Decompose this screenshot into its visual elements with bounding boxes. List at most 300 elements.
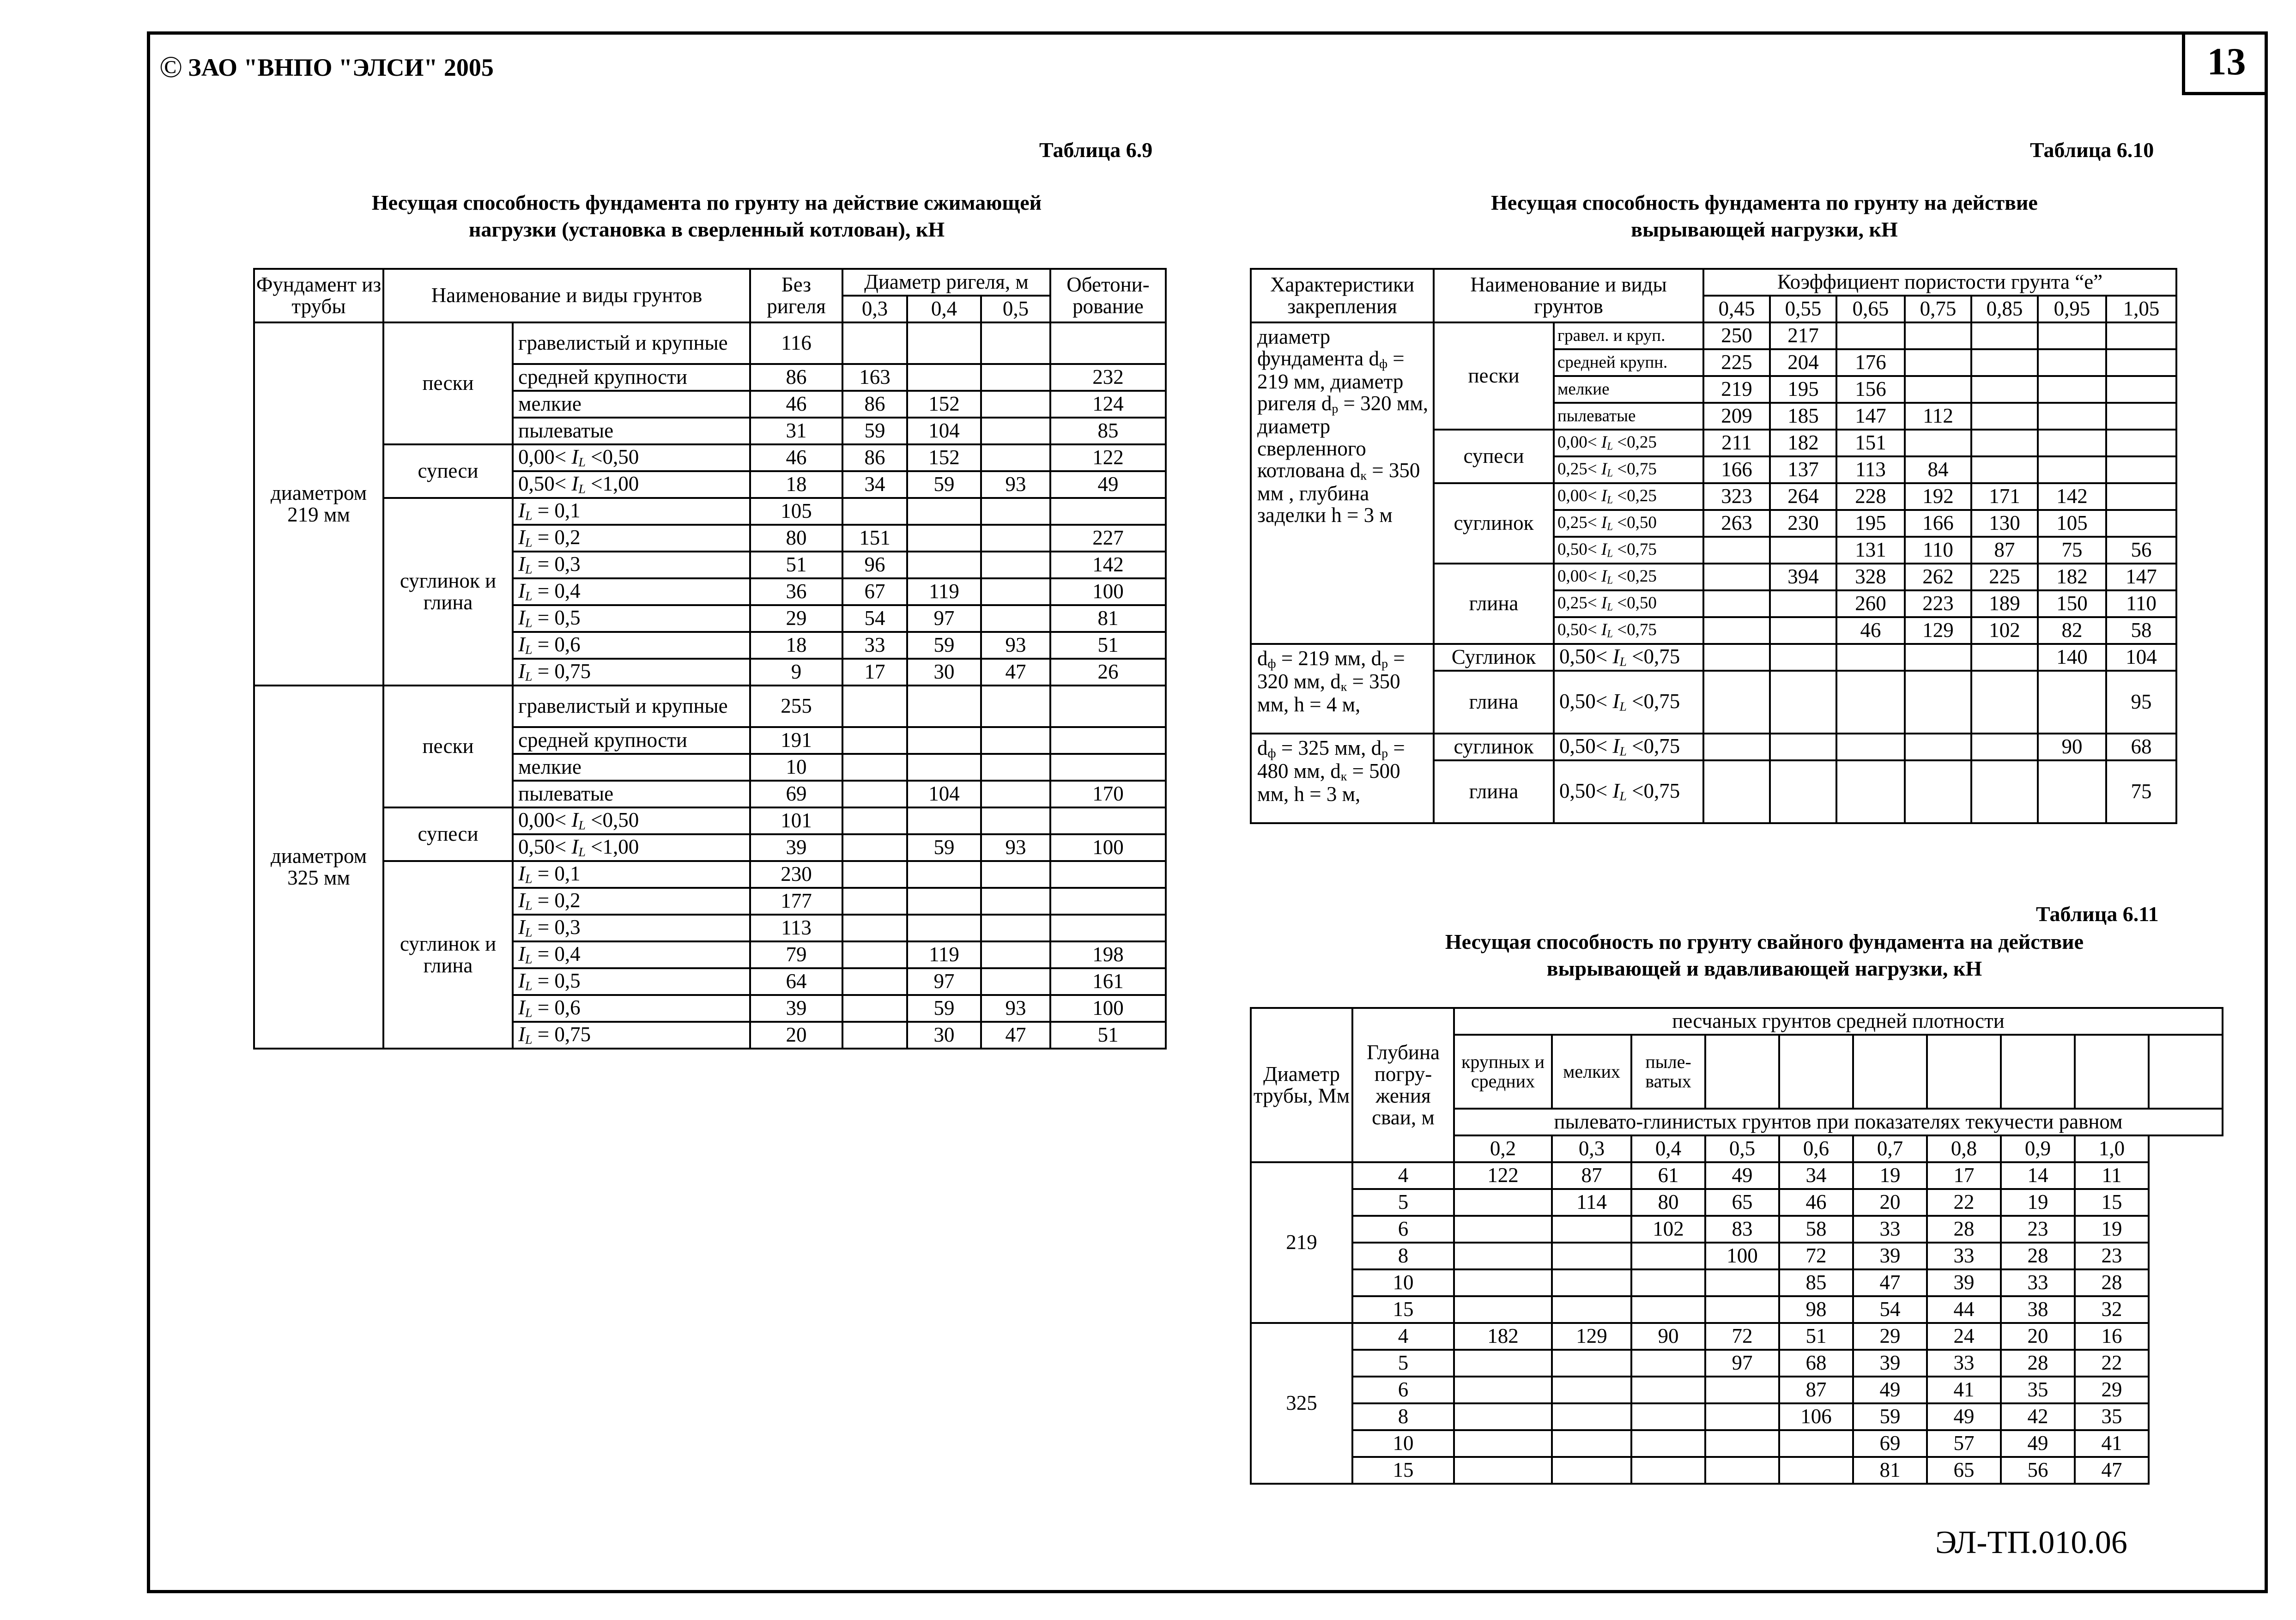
table-row bbox=[254, 686, 1166, 727]
soil-name: пылеватые bbox=[513, 418, 750, 444]
value-cell: 18 bbox=[750, 471, 842, 498]
value-cell: 166 bbox=[1703, 456, 1770, 483]
value-cell bbox=[1905, 349, 1971, 376]
value-cell: 11 bbox=[2075, 1162, 2149, 1189]
value-cell bbox=[2106, 403, 2176, 430]
value-cell: 225 bbox=[1703, 349, 1770, 376]
value-cell: 28 bbox=[2001, 1350, 2075, 1377]
value-cell: 10 bbox=[1352, 1269, 1454, 1296]
col-header-coef-value: 0,85 bbox=[1971, 296, 2038, 322]
value-cell: 26 bbox=[1050, 659, 1166, 686]
value-cell: 17 bbox=[1927, 1162, 2001, 1189]
value-cell bbox=[842, 888, 907, 915]
value-cell: 46 bbox=[1779, 1189, 1853, 1216]
value-cell: 28 bbox=[1927, 1216, 2001, 1243]
soil-group-peski: пески bbox=[383, 686, 513, 807]
soil-name: $I_L = 0,4$ bbox=[513, 578, 750, 605]
soil-name: средней крупн. bbox=[1554, 349, 1703, 376]
soil-group-suglinok: суглинок bbox=[1434, 483, 1554, 564]
soil-name: $I_L = 0,6$ bbox=[513, 995, 750, 1022]
value-cell bbox=[1631, 1243, 1705, 1269]
page-number: 13 bbox=[2182, 31, 2268, 95]
value-cell: 75 bbox=[2106, 760, 2176, 823]
value-cell: 51 bbox=[750, 552, 842, 578]
value-cell: 152 bbox=[907, 391, 981, 418]
col-header-char: Характеристики закрепления bbox=[1251, 269, 1434, 322]
value-cell: 49 bbox=[1705, 1162, 1779, 1189]
table-6-11 bbox=[1250, 1007, 2223, 1485]
value-cell: 33 bbox=[1927, 1350, 2001, 1377]
value-cell: 35 bbox=[2075, 1403, 2149, 1430]
value-cell: 86 bbox=[842, 391, 907, 418]
soil-name: $0,25< I_L <0,50$ bbox=[1554, 510, 1703, 537]
value-cell: 56 bbox=[2001, 1457, 2075, 1484]
value-cell: 6 bbox=[1352, 1216, 1454, 1243]
value-cell bbox=[1454, 1243, 1552, 1269]
soil-name: мелкие bbox=[513, 754, 750, 781]
table-6-10-title: Несущая способность фундамента по грунту на действие вырывающей нагрузки, кН bbox=[1491, 191, 2038, 241]
value-cell: 41 bbox=[1927, 1377, 2001, 1403]
value-cell: 65 bbox=[1705, 1189, 1779, 1216]
soil-name: пылеватые bbox=[1554, 403, 1703, 430]
value-cell: 97 bbox=[907, 968, 981, 995]
value-cell: 15 bbox=[1352, 1296, 1454, 1323]
pipe-diameter: 219 bbox=[1251, 1162, 1352, 1323]
value-cell bbox=[1836, 322, 1905, 349]
char-group-1: диаметр фундамента $d_ф = 219$ мм, диаметр ригеля $d_р = 320$ мм, диаметр сверленного котлована $d_к = 350$ мм , глубина заделки h = 3 м bbox=[1251, 322, 1434, 644]
col-header-diam: Диаметр ригеля, м bbox=[842, 269, 1050, 296]
value-cell bbox=[842, 498, 907, 525]
table-row bbox=[1251, 1189, 2223, 1216]
value-cell: 323 bbox=[1703, 483, 1770, 510]
value-cell bbox=[842, 915, 907, 941]
table-row bbox=[254, 444, 1166, 471]
value-cell bbox=[1971, 456, 2038, 483]
col-header-clay-value: 0,8 bbox=[1927, 1135, 2001, 1162]
value-cell: 30 bbox=[907, 1022, 981, 1049]
value-cell bbox=[981, 322, 1050, 364]
value-cell bbox=[907, 888, 981, 915]
value-cell: 394 bbox=[1770, 564, 1836, 590]
value-cell bbox=[1454, 1430, 1552, 1457]
value-cell: 87 bbox=[1779, 1377, 1853, 1403]
value-cell bbox=[2106, 349, 2176, 376]
value-cell: 110 bbox=[2106, 590, 2176, 617]
value-cell: 191 bbox=[750, 727, 842, 754]
value-cell bbox=[842, 807, 907, 834]
value-cell: 225 bbox=[1971, 564, 2038, 590]
value-cell: 58 bbox=[2106, 617, 2176, 644]
value-cell: 28 bbox=[2001, 1243, 2075, 1269]
value-cell: 65 bbox=[1927, 1457, 2001, 1484]
value-cell: 5 bbox=[1352, 1350, 1454, 1377]
value-cell: 90 bbox=[2038, 734, 2106, 760]
value-cell bbox=[981, 391, 1050, 418]
value-cell: 49 bbox=[1853, 1377, 1927, 1403]
col-header-obet: Обетони-рование bbox=[1050, 269, 1166, 322]
value-cell bbox=[1454, 1377, 1552, 1403]
value-cell: 59 bbox=[842, 418, 907, 444]
value-cell bbox=[2106, 456, 2176, 483]
value-cell: 29 bbox=[1853, 1323, 1927, 1350]
value-cell bbox=[907, 552, 981, 578]
value-cell bbox=[842, 968, 907, 995]
soil-group-supesi: супеси bbox=[383, 807, 513, 861]
soil-name: $I_L = 0,2$ bbox=[513, 888, 750, 915]
value-cell bbox=[1770, 617, 1836, 644]
value-cell: 39 bbox=[750, 995, 842, 1022]
value-cell: 15 bbox=[1352, 1457, 1454, 1484]
value-cell: 147 bbox=[1836, 403, 1905, 430]
col-header-d3: 0,5 bbox=[981, 296, 1050, 322]
soil-group-suglinok: суглинок и глина bbox=[383, 498, 513, 686]
value-cell: 142 bbox=[2038, 483, 2106, 510]
value-cell bbox=[1631, 1430, 1705, 1457]
soil-group-suglinok: Суглинок bbox=[1434, 644, 1554, 671]
value-cell: 51 bbox=[1050, 1022, 1166, 1049]
value-cell bbox=[1703, 734, 1770, 760]
soil-name: $I_L = 0,1$ bbox=[513, 861, 750, 888]
soil-group-peski: пески bbox=[1434, 322, 1554, 430]
value-cell: 227 bbox=[1050, 525, 1166, 552]
value-cell bbox=[981, 578, 1050, 605]
soil-name: $I_L = 0,6$ bbox=[513, 632, 750, 659]
value-cell bbox=[1050, 727, 1166, 754]
value-cell bbox=[981, 525, 1050, 552]
col-header-diam: Диаметр трубы, Мм bbox=[1251, 1008, 1352, 1162]
col-header-sand: песчаных грунтов средней плотности bbox=[1454, 1008, 2223, 1035]
table-row bbox=[1251, 1350, 2223, 1377]
soil-name: $0,50< I_L <0,75$ bbox=[1554, 671, 1703, 734]
value-cell: 57 bbox=[1927, 1430, 2001, 1457]
soil-name: $I_L = 0,3$ bbox=[513, 552, 750, 578]
value-cell bbox=[1770, 644, 1836, 671]
value-cell bbox=[1050, 807, 1166, 834]
value-cell: 113 bbox=[750, 915, 842, 941]
value-cell: 31 bbox=[750, 418, 842, 444]
value-cell: 49 bbox=[1050, 471, 1166, 498]
soil-name: $0,00< I_L <0,50$ bbox=[513, 807, 750, 834]
value-cell bbox=[1454, 1216, 1552, 1243]
value-cell bbox=[981, 418, 1050, 444]
value-cell: 105 bbox=[750, 498, 842, 525]
value-cell: 30 bbox=[907, 659, 981, 686]
value-cell bbox=[1050, 915, 1166, 941]
value-cell bbox=[1905, 671, 1971, 734]
col-header-coef-value: 1,05 bbox=[2106, 296, 2176, 322]
value-cell: 35 bbox=[2001, 1377, 2075, 1403]
soil-name: средней крупности bbox=[513, 364, 750, 391]
value-cell: 33 bbox=[1853, 1216, 1927, 1243]
table-row bbox=[1251, 1377, 2223, 1403]
header bbox=[159, 50, 494, 85]
value-cell: 85 bbox=[1779, 1269, 1853, 1296]
soil-name: $0,00< I_L <0,25$ bbox=[1554, 430, 1703, 456]
value-cell: 5 bbox=[1352, 1189, 1454, 1216]
value-cell: 198 bbox=[1050, 941, 1166, 968]
value-cell bbox=[1454, 1350, 1552, 1377]
table-row bbox=[1251, 734, 2176, 760]
value-cell: 61 bbox=[1631, 1162, 1705, 1189]
col-header-name: Наименование и виды грунтов bbox=[1434, 269, 1703, 322]
value-cell: 28 bbox=[2075, 1269, 2149, 1296]
value-cell: 104 bbox=[2106, 644, 2176, 671]
value-cell bbox=[1454, 1189, 1552, 1216]
value-cell: 46 bbox=[750, 391, 842, 418]
value-cell bbox=[842, 941, 907, 968]
char-group-3: $d_ф = 325$ мм, $d_р = 480$ мм, $d_к = 500$ мм, h = 3 м, bbox=[1251, 734, 1434, 823]
value-cell bbox=[1905, 644, 1971, 671]
table-6-11-title: Несущая способность по грунту свайного фундамента на действие вырывающей и вдавливающей нагрузки, кН bbox=[1445, 930, 2084, 980]
value-cell: 54 bbox=[842, 605, 907, 632]
value-cell bbox=[907, 861, 981, 888]
value-cell: 19 bbox=[2075, 1216, 2149, 1243]
value-cell: 39 bbox=[750, 834, 842, 861]
value-cell bbox=[1836, 644, 1905, 671]
value-cell: 170 bbox=[1050, 781, 1166, 807]
value-cell bbox=[981, 498, 1050, 525]
value-cell: 113 bbox=[1836, 456, 1905, 483]
col-header-bez: Без ригеля bbox=[750, 269, 842, 322]
value-cell bbox=[2038, 376, 2106, 403]
soil-name: средней крупности bbox=[513, 727, 750, 754]
value-cell: 49 bbox=[1927, 1403, 2001, 1430]
soil-name: $0,00< I_L <0,25$ bbox=[1554, 564, 1703, 590]
value-cell bbox=[907, 686, 981, 727]
value-cell: 58 bbox=[1779, 1216, 1853, 1243]
value-cell bbox=[1705, 1269, 1779, 1296]
table-row bbox=[254, 498, 1166, 525]
table-6-9-title: Несущая способность фундамента по грунту на действие сжимающей нагрузки (установка в сверленный котлован), кН bbox=[371, 191, 1042, 241]
value-cell bbox=[1552, 1243, 1631, 1269]
value-cell: 100 bbox=[1705, 1243, 1779, 1269]
value-cell: 69 bbox=[1853, 1430, 1927, 1457]
value-cell: 47 bbox=[1853, 1269, 1927, 1296]
value-cell bbox=[981, 861, 1050, 888]
value-cell: 116 bbox=[750, 322, 842, 364]
soil-name: $0,50< I_L <0,75$ bbox=[1554, 644, 1703, 671]
value-cell: 19 bbox=[1853, 1162, 1927, 1189]
soil-name: $I_L = 0,4$ bbox=[513, 941, 750, 968]
soil-name: $I_L = 0,1$ bbox=[513, 498, 750, 525]
value-cell: 122 bbox=[1050, 444, 1166, 471]
soil-group-peski: пески bbox=[383, 322, 513, 444]
value-cell bbox=[907, 322, 981, 364]
value-cell: 51 bbox=[1050, 632, 1166, 659]
value-cell: 39 bbox=[1853, 1243, 1927, 1269]
value-cell: 262 bbox=[1905, 564, 1971, 590]
soil-name: $0,50< I_L <1,00$ bbox=[513, 834, 750, 861]
value-cell: 75 bbox=[2038, 537, 2106, 564]
value-cell: 38 bbox=[2001, 1296, 2075, 1323]
value-cell: 32 bbox=[2075, 1296, 2149, 1323]
value-cell bbox=[842, 727, 907, 754]
value-cell: 192 bbox=[1905, 483, 1971, 510]
soil-name: $I_L = 0,75$ bbox=[513, 1022, 750, 1049]
value-cell: 100 bbox=[1050, 578, 1166, 605]
value-cell bbox=[907, 807, 981, 834]
value-cell bbox=[2106, 322, 2176, 349]
soil-group-glina: глина bbox=[1434, 671, 1554, 734]
value-cell bbox=[2106, 510, 2176, 537]
value-cell: 177 bbox=[750, 888, 842, 915]
value-cell bbox=[907, 498, 981, 525]
value-cell: 29 bbox=[750, 605, 842, 632]
value-cell: 17 bbox=[842, 659, 907, 686]
value-cell bbox=[1705, 1403, 1779, 1430]
value-cell bbox=[1971, 644, 2038, 671]
value-cell: 219 bbox=[1703, 376, 1770, 403]
table-row bbox=[254, 322, 1166, 364]
value-cell bbox=[1971, 734, 2038, 760]
row-group-325: диаметром 325 мм bbox=[254, 686, 383, 1049]
value-cell: 93 bbox=[981, 471, 1050, 498]
value-cell: 171 bbox=[1971, 483, 2038, 510]
value-cell: 4 bbox=[1352, 1162, 1454, 1189]
value-cell: 15 bbox=[2075, 1189, 2149, 1216]
value-cell: 44 bbox=[1927, 1296, 2001, 1323]
value-cell: 80 bbox=[1631, 1189, 1705, 1216]
value-cell bbox=[1631, 1296, 1705, 1323]
value-cell bbox=[1703, 671, 1770, 734]
soil-name: мелкие bbox=[1554, 376, 1703, 403]
value-cell bbox=[1770, 590, 1836, 617]
value-cell bbox=[981, 364, 1050, 391]
value-cell bbox=[1770, 734, 1836, 760]
table-6-9 bbox=[253, 268, 1167, 1050]
value-cell: 64 bbox=[750, 968, 842, 995]
value-cell: 59 bbox=[907, 471, 981, 498]
value-cell: 47 bbox=[981, 659, 1050, 686]
col-header-fund: Фундамент из трубы bbox=[254, 269, 383, 322]
value-cell bbox=[1770, 537, 1836, 564]
value-cell bbox=[2038, 671, 2106, 734]
value-cell bbox=[1050, 888, 1166, 915]
value-cell bbox=[842, 861, 907, 888]
value-cell: 142 bbox=[1050, 552, 1166, 578]
value-cell: 96 bbox=[842, 552, 907, 578]
value-cell bbox=[981, 968, 1050, 995]
value-cell: 176 bbox=[1836, 349, 1905, 376]
value-cell: 119 bbox=[907, 941, 981, 968]
value-cell: 163 bbox=[842, 364, 907, 391]
value-cell: 263 bbox=[1703, 510, 1770, 537]
soil-group-suglinok: суглинок и глина bbox=[383, 861, 513, 1049]
value-cell bbox=[1631, 1269, 1705, 1296]
value-cell: 93 bbox=[981, 995, 1050, 1022]
value-cell bbox=[1971, 349, 2038, 376]
value-cell bbox=[1050, 754, 1166, 781]
value-cell bbox=[1050, 498, 1166, 525]
value-cell: 68 bbox=[1779, 1350, 1853, 1377]
value-cell: 204 bbox=[1770, 349, 1836, 376]
row-group-219: диаметром 219 мм bbox=[254, 322, 383, 686]
value-cell: 20 bbox=[2001, 1323, 2075, 1350]
soil-name: гравелистый и крупные bbox=[513, 322, 750, 364]
value-cell: 51 bbox=[1779, 1323, 1853, 1350]
col-header-clay-value: 0,2 bbox=[1454, 1135, 1552, 1162]
value-cell: 93 bbox=[981, 834, 1050, 861]
col-header-clay-value: 1,0 bbox=[2075, 1135, 2149, 1162]
col-header-clay-value: 0,3 bbox=[1552, 1135, 1631, 1162]
soil-name: $0,00< I_L <0,25$ bbox=[1554, 483, 1703, 510]
soil-name: $I_L = 0,75$ bbox=[513, 659, 750, 686]
value-cell: 59 bbox=[907, 834, 981, 861]
value-cell: 129 bbox=[1905, 617, 1971, 644]
value-cell bbox=[981, 888, 1050, 915]
value-cell bbox=[1454, 1403, 1552, 1430]
soil-name: $I_L = 0,2$ bbox=[513, 525, 750, 552]
col-header-clay-value: 0,6 bbox=[1779, 1135, 1853, 1162]
value-cell bbox=[1779, 1457, 1853, 1484]
value-cell: 33 bbox=[1927, 1243, 2001, 1269]
value-cell bbox=[1770, 671, 1836, 734]
value-cell bbox=[1631, 1403, 1705, 1430]
value-cell: 122 bbox=[1454, 1162, 1552, 1189]
value-cell: 217 bbox=[1770, 322, 1836, 349]
value-cell: 39 bbox=[1927, 1269, 2001, 1296]
value-cell: 81 bbox=[1050, 605, 1166, 632]
value-cell: 86 bbox=[750, 364, 842, 391]
value-cell: 34 bbox=[1779, 1162, 1853, 1189]
value-cell: 8 bbox=[1352, 1243, 1454, 1269]
value-cell bbox=[1552, 1350, 1631, 1377]
table-6-10-label: Таблица 6.10 bbox=[2030, 138, 2154, 162]
value-cell: 152 bbox=[907, 444, 981, 471]
col-header-sand-1: крупных и средних bbox=[1454, 1035, 1552, 1109]
value-cell: 80 bbox=[750, 525, 842, 552]
value-cell: 82 bbox=[2038, 617, 2106, 644]
value-cell: 211 bbox=[1703, 430, 1770, 456]
table-row bbox=[254, 861, 1166, 888]
char-group-2: $d_ф = 219$ мм, $d_р = 320$ мм, $d_к = 350$ мм, h = 4 м, bbox=[1251, 644, 1434, 734]
value-cell: 166 bbox=[1905, 510, 1971, 537]
value-cell: 8 bbox=[1352, 1403, 1454, 1430]
document-code: ЭЛ-ТП.010.06 bbox=[1935, 1525, 2127, 1560]
soil-group-supesi: супеси bbox=[1434, 430, 1554, 483]
soil-name: $0,50< I_L <1,00$ bbox=[513, 471, 750, 498]
value-cell: 97 bbox=[907, 605, 981, 632]
soil-name: $0,50< I_L <0,75$ bbox=[1554, 617, 1703, 644]
col-header-name: Наименование и виды грунтов bbox=[383, 269, 750, 322]
value-cell: 46 bbox=[750, 444, 842, 471]
value-cell bbox=[1703, 590, 1770, 617]
col-header-clay-value: 0,7 bbox=[1853, 1135, 1927, 1162]
value-cell bbox=[842, 834, 907, 861]
value-cell: 87 bbox=[1971, 537, 2038, 564]
value-cell bbox=[1552, 1269, 1631, 1296]
value-cell: 20 bbox=[750, 1022, 842, 1049]
value-cell: 124 bbox=[1050, 391, 1166, 418]
col-header-depth: Глубина погру-жения сваи, м bbox=[1352, 1008, 1454, 1162]
value-cell: 29 bbox=[2075, 1377, 2149, 1403]
soil-name: $0,25< I_L <0,75$ bbox=[1554, 456, 1703, 483]
value-cell: 106 bbox=[1779, 1403, 1853, 1430]
value-cell: 161 bbox=[1050, 968, 1166, 995]
value-cell: 264 bbox=[1770, 483, 1836, 510]
value-cell: 81 bbox=[1853, 1457, 1927, 1484]
value-cell bbox=[1770, 760, 1836, 823]
value-cell: 36 bbox=[750, 578, 842, 605]
value-cell bbox=[1703, 537, 1770, 564]
value-cell bbox=[981, 781, 1050, 807]
table-row bbox=[1251, 644, 2176, 671]
value-cell: 230 bbox=[1770, 510, 1836, 537]
soil-group-suglinok: суглинок bbox=[1434, 734, 1554, 760]
value-cell: 150 bbox=[2038, 590, 2106, 617]
value-cell bbox=[1552, 1430, 1631, 1457]
value-cell bbox=[1905, 376, 1971, 403]
